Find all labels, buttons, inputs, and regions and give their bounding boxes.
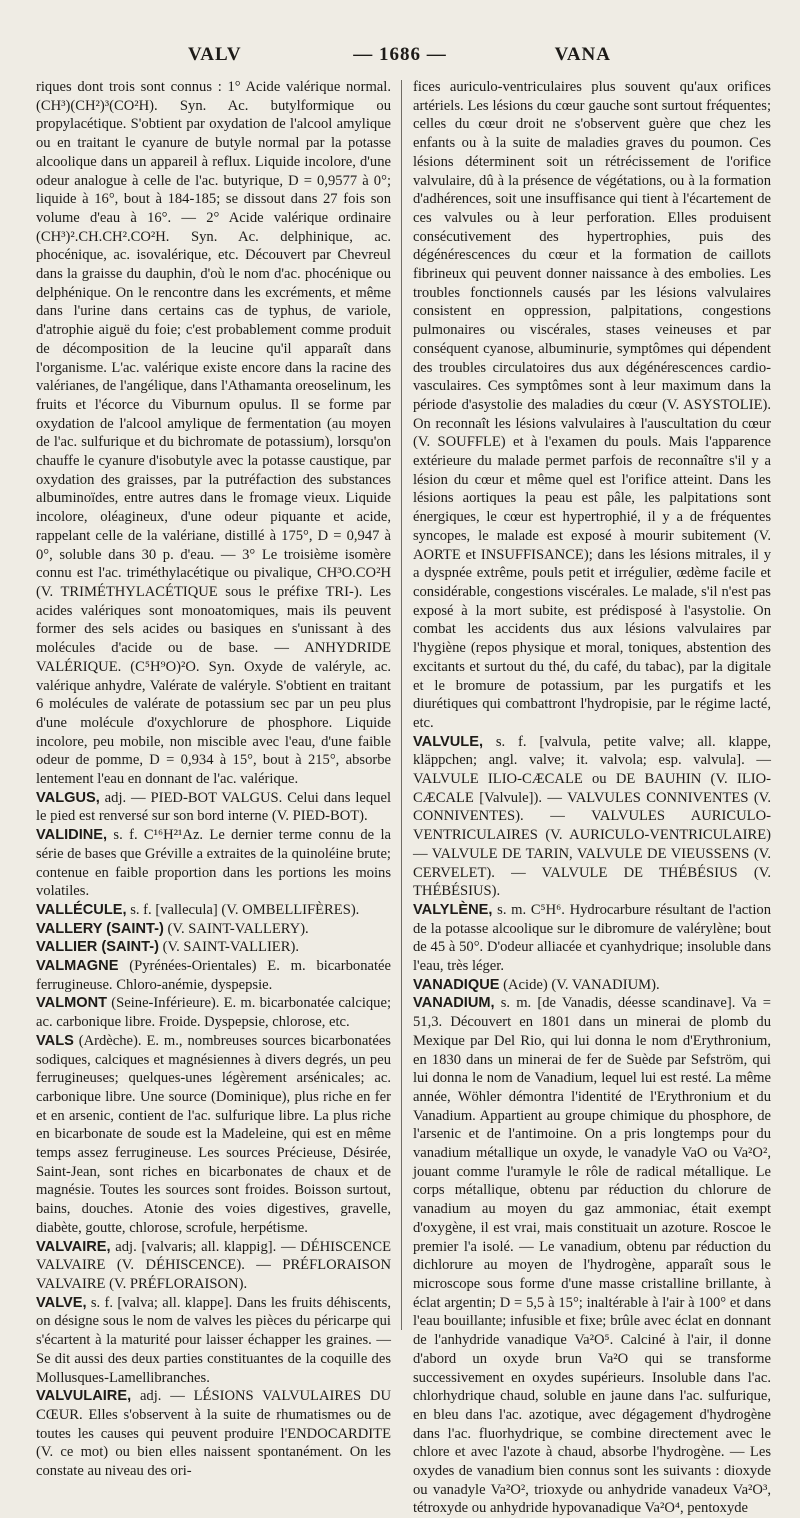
entry-definition: (Seine-Inférieure). E. m. bicarbonatée calcique; ac. carbonique libre. Froide. Dyspepsie, chlorose, etc.: [36, 995, 391, 1031]
dictionary-entry: [36, 994, 391, 1031]
entry-headword: VALMONT: [36, 995, 108, 1012]
dictionary-entry: [36, 901, 391, 920]
entry-definition: s. m. [de Vanadis, déesse scandinave]. Va = 51,3. Découvert en 1801 dans un minerai de plomb du Mexique par Del Rio, qui lui donna le nom d'Erythronium, en 1830 dans un minerai de fer de Suède par Sefström, qui lui donna le nom de Vanadium, lequel lui est resté. La même année, Wöhler démontra l'identité de l'Erythronium et du Vanadium. Appartient au groupe chimique du phosphore, de l'arsenic et de l'antimoine. On a pris longtemps pour du vanadium métallique un oxyde, le vanadyle VaO ou Va²O², jouant comme l'uramyle le rôle de radical métallique. Le corps métallique, obtenu par réduction du chlorure de vanadium au moyen du gaz ammoniac, était exempt d'oxygène, il est vrai, mais constituait un azoture. Roscoe le premier l'a isolé. — Le vanadium, obtenu par réduction du dichlorure au moyen de l'hydrogène, apparaît sous le microscope sous forme d'une masse cristalline brillante, à éclat argentin; D = 5,5 à 15°; inaltérable à l'air à 100° et dans l'eau bouillante; infusible et fixe; brûle avec éclat en donnant de l'anhydride vanadique Va²O⁵. Calciné à l'air, il donne d'abord un oxyde brun Va²O qui se transforme successivement en oxydes supérieurs. Insoluble dans l'ac. chlorhydrique chaud, soluble en jaune dans l'ac. sulfurique, en bleu dans l'ac. azotique, avec dégagement d'hydrogène dans l'ac. fluorhydrique, se combine directement avec le chlore et avec l'azote à chaud, absorbe l'hydrogène. — Les oxydes de vanadium bien connus sont les suivants : dioxyde ou vanadyle Va²O², trioxyde ou anhydride vanadeux Va²O³, tétroxyde ou anhydride hypovanadique Va²O⁴, pentoxyde: [413, 995, 771, 1517]
entry-definition: (Ardèche). E. m., nombreuses sources bicarbonatées sodiques, calciques et magnésiennes à divers degrés, un peu ferrugineuses; quelques-unes légèrement arsénicales; ac. carbonique libre. Une source (Dominique), plus riche en fer et en arsenic, contient de l'ac. sulfurique libre. La plus riche en bicarbonate de soude est la Madeleine, qui est en même temps assez ferrugineuse. Les sources Précieuse, Désirée, Saint-Jean, sont riches en bicarbonates de chaux et de magnésie. Toutes les sources sont froides. Boisson surtout, bains, douches. Atonie des voies digestives, gravelle, diabète, goutte, chlorose, scrofule, herpétisme.: [36, 1032, 391, 1236]
entry-definition: (Pyrénées-Orientales) E. m. bicarbonatée ferrugineuse. Chloro-anémie, dyspepsie.: [36, 958, 391, 993]
column-divider: [401, 80, 402, 1330]
entry-headword: VALIDINE,: [36, 827, 108, 844]
dictionary-entry: [36, 789, 391, 826]
entry-headword: VALVE,: [36, 1294, 87, 1311]
running-head: [34, 44, 766, 70]
entry-headword: VALS: [36, 1032, 74, 1049]
entry-continuation: riques dont trois sont connus : 1° Acide valérique normal. (CH³)(CH²)³(CO²H). Syn. Ac. butylformique ou propylacétique. S'obtient par oxydation de l'alcool amylique ou en traitant le cyanure de butyle normal par la potasse alcoolique dans un appareil à reflux. Liquide incolore, d'une odeur analogue à celle de l'ac. butyrique, D = 0,9577 à 0°; liquide à 16°, bout à 184-185; se dissout dans 27 fois son volume d'eau à 16°. — 2° Acide valérique ordinaire (CH³)².CH.CH².CO²H. Syn. Ac. delphinique, ac. phocénique, ac. isovalérique, etc. Découvert par Chevreul dans la graisse du dauphin, d'où le nom d'ac. phocénique ou delphénique. On le rencontre dans les excréments, et même dans l'urine dans certains cas de typhus, de variole, d'atrophie aiguë du foie; c'est probablement comme produit de décomposition de la leucine qu'il apparaît dans l'organisme. L'ac. valérique existe encore dans la racine des valérianes, de l'angélique, dans l'Athamanta oreoselinum, les fruits et l'écorce du Viburnum opulus. Il se forme par oxydation de l'alcool amylique de fermentation (au moyen de l'ac. sulfurique et du bichromate de potassium), lorsqu'on chauffe le cyanure d'isobutyle avec la potasse caustique, par oxydation des graisses, par la putréfaction des substances albuminoïdes, entre autres dans le fromage vieux. Liquide incolore, oléagineux, d'une odeur piquante et acide, rappelant celle de la valériane, distillé à 175°, D = 0,947 à 0°, soluble dans 30 p. d'eau. — 3° Le troisième isomère connu est l'ac. triméthylacétique ou pivalique, CH³O.CO²H (V. TRIMÉTHYLACÉTIQUE sous le préfixe TRI-). Les acides valériques sont monoatomiques, mais ils peuvent former des sels acides ou basiques en s'unissant à des molécules d'acide ou de base. — ANHYDRIDE VALÉRIQUE. (C⁵H⁹O)²O. Syn. Oxyde de valéryle, ac. valérique anhydre, Valérate de valéryle. S'obtient en traitant 6 molécules de valérate de potassium sec par un peu plus d'une molécule d'oxychlorure de phosphore. Liquide incolore, peu mobile, non miscible avec l'eau, d'une faible odeur de pomme, D = 0,934 à 15°, bout à 215°, absorbe lentement l'eau en donnant de l'ac. valérique.: [36, 79, 391, 788]
entry-headword: VANADIUM,: [413, 995, 495, 1012]
dictionary-entry: [36, 1032, 391, 1238]
dictionary-entry: [36, 1238, 391, 1294]
entry-headword: VALYLÈNE,: [413, 901, 493, 918]
dictionary-entry: [413, 901, 771, 976]
entry-definition: s. f. C¹⁶H²¹Az. Le dernier terme connu de la série de bases que Gréville a extraites de la quinoléine brute; contenue en faible proportion dans les portions les moins volatiles.: [36, 827, 391, 900]
dictionary-entry: [36, 938, 391, 957]
header-left-guide-word: VALV: [188, 44, 242, 65]
entry-definition: adj. — LÉSIONS VALVULAIRES DU CŒUR. Elles s'observent à la suite de rhumatismes ou de toutes les causes qui peuvent produire l'ENDOCARDITE (V. ce mot) ou bien elles naissent spontanément. On les constate au niveau des ori-: [36, 1388, 391, 1480]
right-column: [413, 78, 771, 1517]
entry-headword: VALVULAIRE,: [36, 1388, 132, 1405]
entry-headword: VANADIQUE: [413, 976, 500, 993]
entry-continuation: fices auriculo-ventriculaires plus souvent qu'aux orifices artériels. Les lésions du cœur gauche sont surtout fréquentes; celles du cœur droit ne s'observent guère que chez les enfants ou à la suite de maladies graves du poumon. Ces lésions déterminent soit un rétrécissement de l'orifice valvulaire, dû à la présence de végétations, ou à la formation d'adhérences, soit une insuffisance qui tient à l'écartement de ces valvules ou à leur perforation. Elles produisent consécutivement des hypertrophies, puis des dégénérescences du cœur et la formation de caillots fibrineux qui peuvent donner naissance à des embolies. Les troubles fonctionnels causés par les lésions valvulaires consistent en oppression, palpitations, congestions pulmonaires ou viscérales, stases veineuses et par conséquent cyanose, albuminurie, symptômes qui dépendent des troubles circulatoires dus aux dégénérescences cardio-vasculaires. Ces symptômes sont à leur maximum dans la période d'asystolie des maladies du cœur (V. ASYSTOLIE). On reconnaît les lésions valvulaires à l'auscultation du cœur (V. SOUFFLE) et à l'examen du pouls. Mais l'apparence extérieure du malade permet parfois de reconnaître s'il y a lésion du cœur et même quel est l'orifice atteint. Dans les lésions aortiques la peau est pâle, les palpitations sont énergiques, le cœur est hypertrophié, il y a de fréquentes syncopes, le malade est exposé à mourir subitement (V. AORTE et INSUFFISANCE); dans les lésions mitrales, il y a dyspnée extrême, pouls petit et irrégulier, œdème facile et considérable, congestions viscérales. Le malade, s'il n'est pas exposé à la mort subite, est prédisposé à l'asystolie. On combat les accidents dus aux lésions valvulaires par l'hygiène (repos physique et moral, toniques, abstention des excitants et surtout du thé, du café, du tabac), par la digitale et le bromure de potassium, par les purgatifs et les diurétiques qui combattront l'hydropisie, par le régime lacté, etc.: [413, 79, 771, 731]
page-number: — 1686 —: [353, 44, 447, 65]
entry-definition: (Acide) (V. VANADIUM).: [499, 976, 660, 993]
entry-definition: s. f. [vallecula] (V. OMBELLIFÈRES).: [126, 901, 360, 918]
entry-definition: s. f. [valva; all. klappe]. Dans les fruits déhiscents, on désigne sous le nom de valves les pièces du péricarpe qui s'écartent à la maturité pour laisser échapper les graines. — Se dit aussi des deux parties constituantes de la coquille des Mollusques-Lamellibranches.: [36, 1294, 391, 1386]
entry-headword: VALLERY (SAINT-): [36, 920, 164, 937]
entry-headword: VALGUS,: [36, 789, 100, 806]
entry-headword: VALLIER (SAINT-): [36, 939, 159, 956]
entry-headword: VALMAGNE: [36, 958, 119, 975]
dictionary-entry: [36, 957, 391, 994]
text-columns: [36, 78, 771, 1517]
entry-headword: VALVAIRE,: [36, 1238, 111, 1255]
entry-headword: VALLÉCULE,: [36, 901, 127, 918]
left-column: [36, 78, 391, 1480]
entry-definition: adj. [valvaris; all. klappig]. — DÉHISCENCE VALVAIRE (V. DÉHISCENCE). — PRÉFLORAISON VALVAIRE (V. PRÉFLORAISON).: [36, 1238, 391, 1292]
entry-definition: (V. SAINT-VALLIER).: [158, 939, 299, 956]
dictionary-entry: [413, 733, 771, 901]
header-right-guide-word: VANA: [554, 44, 611, 65]
entry-headword: VALVULE,: [413, 733, 483, 750]
dictionary-entry: [36, 1294, 391, 1388]
dictionary-entry: [413, 994, 771, 1518]
entry-definition: adj. — PIED-BOT VALGUS. Celui dans lequel le pied est renversé sur son bord interne (V. PIED-BOT).: [36, 789, 391, 825]
dictionary-entry: [413, 976, 771, 995]
dictionary-entry: [36, 1387, 391, 1481]
dictionary-entry: [36, 920, 391, 939]
entry-definition: (V. SAINT-VALLERY).: [163, 920, 309, 937]
dictionary-entry: [36, 826, 391, 901]
entry-definition: s. f. [valvula, petite valve; all. klappe, kläppchen; angl. valve; it. valvola; esp. valvula]. — VALVULE ILIO-CÆCALE ou DE BAUHIN (V. ILIO-CÆCALE [Valvule]). — VALVULES CONNIVENTES (V. CONNIVENTES). — VALVULES AURICULO-VENTRICULAIRES (V. AURICULO-VENTRICULAIRE) — VALVULE DE TARIN, VALVULE DE VIEUSSENS (V. CERVELET). — VALVULE DE THÉBÉSIUS (V. THÉBÉSIUS).: [413, 733, 771, 900]
entry-definition: s. m. C⁵H⁶. Hydrocarbure résultant de l'action de la potasse alcoolique sur le dibromure de valérylène; bout de 45 à 50°. D'odeur alliacée et cyanhydrique; insoluble dans l'eau, très léger.: [413, 901, 771, 975]
